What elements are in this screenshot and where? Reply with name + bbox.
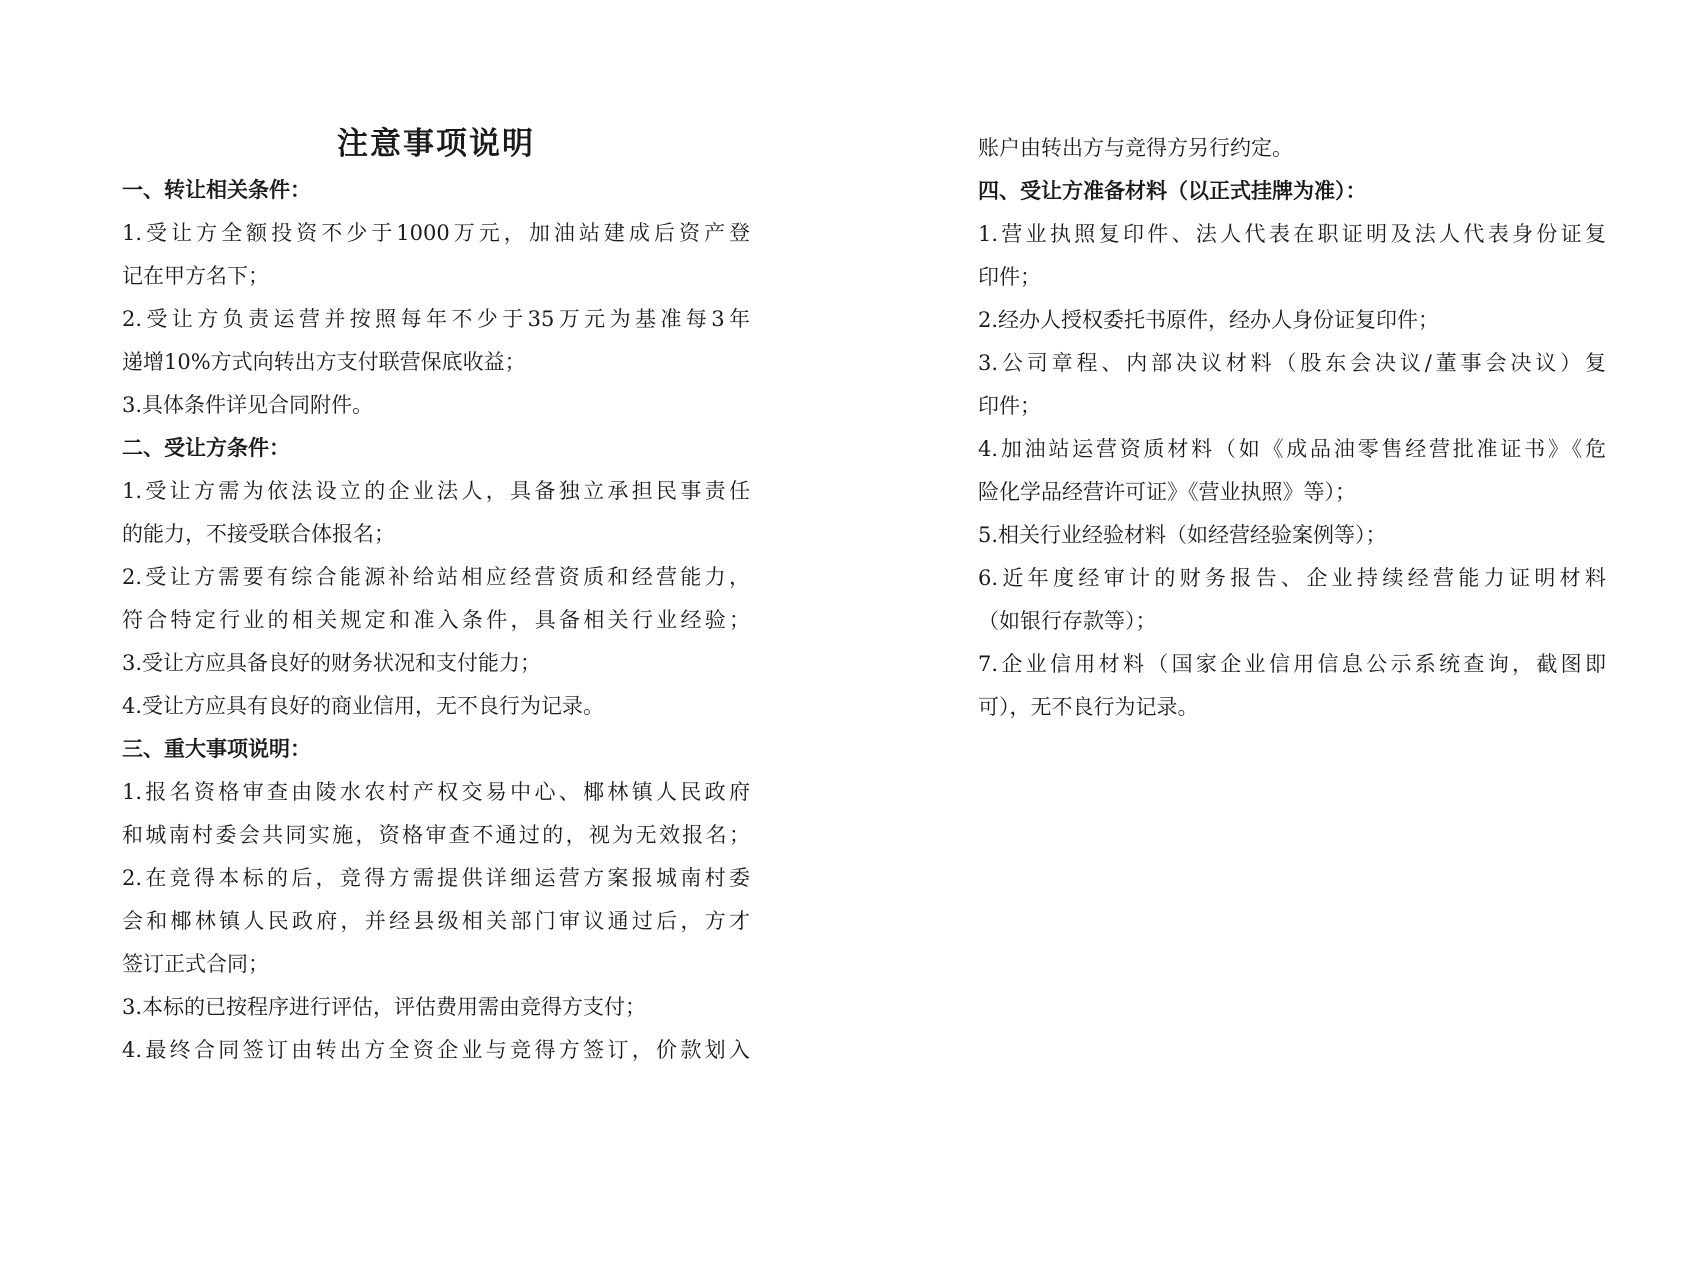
page-title: 注意事项说明 (337, 126, 535, 162)
text-line: 7.企业信用材料（国家企业信用信息公示系统查询，截图即 (978, 652, 1606, 676)
text-line: 5.相关行业经验材料（如经营经验案例等）； (978, 523, 1387, 547)
text-line: 签订正式合同； (122, 952, 269, 976)
text-line: 2.经办人授权委托书原件，经办人身份证复印件； (978, 308, 1440, 332)
text-line: 4.加油站运营资质材料（如《成品油零售经营批准证书》《危 (978, 437, 1606, 461)
section-heading: 一、转让相关条件： (122, 178, 311, 202)
text-line: 可），无不良行为记录。 (978, 695, 1199, 719)
text-line: 3.具体条件详见合同附件。 (122, 393, 374, 417)
text-line: 2.受让方负责运营并按照每年不少于35万元为基准每3年 (122, 307, 750, 331)
text-line: 3.本标的已按程序进行评估，评估费用需由竞得方支付； (122, 995, 647, 1019)
text-line: 4.受让方应具有良好的商业信用，无不良行为记录。 (122, 694, 605, 718)
text-line: 6.近年度经审计的财务报告、企业持续经营能力证明材料 (978, 566, 1606, 590)
text-line: 的能力，不接受联合体报名； (122, 522, 395, 546)
text-line: 递增10%方式向转出方支付联营保底收益； (122, 350, 526, 374)
text-line: 3.受让方应具备良好的财务状况和支付能力； (122, 651, 542, 675)
text-line: 4.最终合同签订由转出方全资企业与竞得方签订，价款划入 (122, 1038, 750, 1062)
text-line: 险化学品经营许可证》《营业执照》等）； (978, 480, 1356, 504)
text-line: 2.在竞得本标的后，竞得方需提供详细运营方案报城南村委 (122, 866, 750, 890)
text-line: （如银行存款等）； (978, 609, 1157, 633)
text-line: 1.受让方需为依法设立的企业法人，具备独立承担民事责任 (122, 479, 750, 503)
text-line: 符合特定行业的相关规定和准入条件，具备相关行业经验； (122, 608, 750, 632)
text-line: 1.营业执照复印件、法人代表在职证明及法人代表身份证复 (978, 222, 1606, 246)
section-heading: 四、受让方准备材料（以正式挂牌为准）： (978, 179, 1367, 203)
text-line: 1.报名资格审查由陵水农村产权交易中心、椰林镇人民政府 (122, 780, 750, 804)
text-line: 印件； (978, 394, 1041, 418)
text-line: 账户由转出方与竞得方另行约定。 (978, 136, 1293, 160)
text-line: 记在甲方名下； (122, 264, 269, 288)
section-heading: 三、重大事项说明： (122, 737, 311, 761)
text-line: 和城南村委会共同实施，资格审查不通过的，视为无效报名； (122, 823, 750, 847)
text-line: 2.受让方需要有综合能源补给站相应经营资质和经营能力， (122, 565, 750, 589)
text-line: 印件； (978, 265, 1041, 289)
text-line: 1.受让方全额投资不少于1000万元，加油站建成后资产登 (122, 221, 750, 245)
text-line: 会和椰林镇人民政府，并经县级相关部门审议通过后，方才 (122, 909, 750, 933)
text-line: 3.公司章程、内部决议材料（股东会决议/董事会决议）复 (978, 351, 1606, 375)
section-heading: 二、受让方条件： (122, 436, 290, 460)
